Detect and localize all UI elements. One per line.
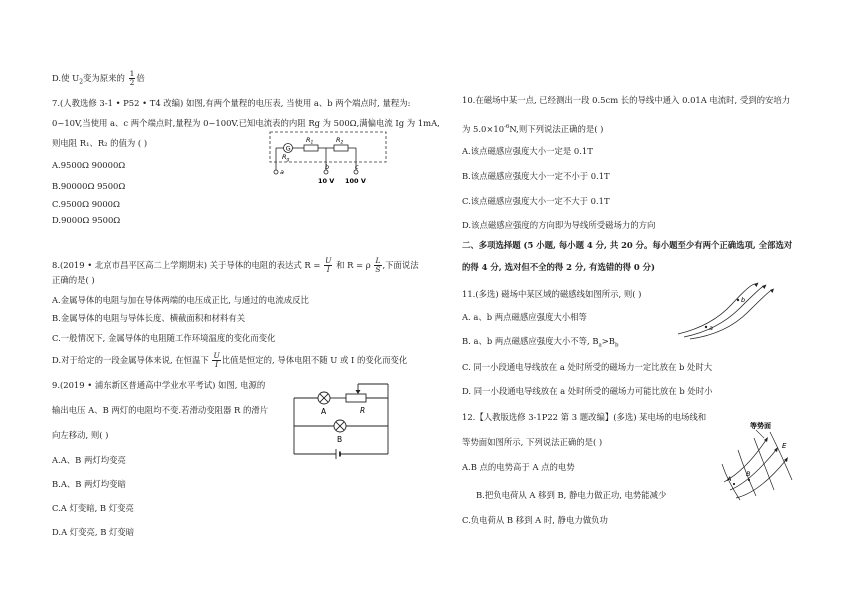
r1-label: $R_1$ — [306, 136, 314, 146]
terminal-c-label: c — [355, 163, 359, 171]
q11-option-d: D. 同一小段通电导线放在 a 处时所受的磁场力可能比放在 b 处时小 — [462, 386, 713, 396]
q8-option-c: C.一般情况下, 金属导体的电阻随工作环境温度的变化而变化 — [52, 333, 276, 343]
fraction-u-over-i-2: $\frac{U}{I}$ — [213, 351, 220, 369]
point-b-label: b — [741, 296, 746, 304]
q9-stem-line1: 9.(2019 • 浦东新区普通高中学业水平考试) 如图, 电源的 — [52, 380, 266, 390]
section2-heading-line1: 二、多项选择题 (5 小题, 每小题 4 分, 共 20 分。每小题至少有两个正确选项, 全部选对 — [462, 240, 793, 250]
field-e-label: E — [782, 442, 787, 450]
point-a — [705, 326, 707, 328]
q8-option-a: A.金属导体的电阻与加在导体两端的电压成正比, 与通过的电流成反比 — [52, 295, 309, 305]
q10-stem-line1: 10.在磁场中某一点, 已经测出一段 0.5cm 长的导线中通入 0.01A 电流时, 受到的安培力 — [462, 95, 791, 105]
equipotential-line-3 — [754, 438, 774, 490]
point-b-label: B — [746, 470, 751, 478]
resistor-r1-icon — [304, 145, 318, 151]
q9-stem-line3: 向左移动, 则( ) — [52, 430, 109, 440]
q10-option-b: B.该点磁感应强度大小一定不小于 0.1T — [462, 171, 610, 181]
slider-arrow-icon — [356, 390, 361, 394]
range-100v-label: 100 V — [345, 177, 366, 185]
q7-option-b: B.90000Ω 9500Ω — [52, 181, 126, 191]
lamp-a-label: A — [321, 407, 327, 416]
q12-stem-line2: 等势面如图所示, 下列说法正确的是( ) — [462, 437, 603, 447]
q8-option-b: B.金属导体的电阻与导体长度、横截面积和材料有关 — [52, 313, 246, 323]
rheostat-icon — [346, 394, 366, 402]
q7-option-d: D.9000Ω 9500Ω — [52, 215, 121, 225]
field-line-1 — [730, 450, 776, 490]
galvanometer-label: G — [285, 144, 291, 153]
q9-option-b: B.A、B 两灯均变暗 — [52, 479, 126, 489]
fraction-one-half: $\frac{1}{2}$ — [129, 69, 135, 87]
q9-stem-line2: 输出电压 A、B 两灯的电阻均不变.若滑动变阻器 R 的滑片 — [52, 405, 269, 415]
q8-stem-line1: 8.(2019 • 北京市昌平区高二上学期期末) 关于导体的电阻的表达式 R = $\frac{U}{I}$ 和 R = ρ $\frac{L}{S}$ ,下面说法 — [52, 256, 419, 274]
range-10v-label: 10 V — [318, 177, 335, 185]
equipotential-label: 等势面 — [750, 422, 771, 430]
q12-stem-line1: 12.【人教版选修 3-1P22 第 3 题改编】(多选) 某电场的电场线和 — [462, 412, 707, 422]
q8-option-d: D.对于给定的一段金属导体来说, 在恒温下 $\frac{U}{I}$ 比值是恒定的, 导体电阻不随 U 或 I 的变化而变化 — [52, 351, 408, 369]
point-b — [748, 479, 750, 481]
terminal-b-label: b — [325, 163, 330, 171]
q12-option-a: A.B 点的电势高于 A 点的电势 — [462, 462, 575, 472]
q7-stem-line2: 0~10V,当使用 a、c 两个端点时,量程为 0~100V.已知电流表的内阻 Rg 为 500Ω,满偏电流 Ig 为 1mA, — [52, 118, 440, 128]
q12-option-b: B.把负电荷从 A 移到 B, 静电力做正功, 电势能减少 — [476, 490, 667, 500]
resistor-r2-icon — [334, 145, 348, 151]
fraction-l-over-s: $\frac{L}{S}$ — [375, 256, 381, 274]
point-a-label: A — [727, 475, 732, 483]
q9-option-c: C.A 灯变暗, B 灯变亮 — [52, 503, 134, 513]
point-a — [733, 483, 735, 485]
terminal-a-label: a — [280, 168, 284, 176]
q7-option-c: C.9500Ω 9000Ω — [52, 199, 120, 209]
q7-stem-line1: 7.(人教选修 3-1 • P52 • T4 改编) 如图,有两个量程的电压表, 当使用 a、b 两个端点时, 量程为: — [52, 98, 411, 108]
q7-stem-line3: 则电阻 R₁、R₂ 的值为 ( ) — [52, 138, 148, 148]
q11-option-a: A. a、b 两点磁感应强度大小相等 — [462, 312, 587, 322]
point-a-label: a — [709, 324, 713, 332]
field-line-1 — [678, 284, 756, 334]
arrow-icon — [762, 285, 767, 290]
rg-label: $R_g$ — [282, 153, 290, 163]
voltmeter-circuit-figure — [268, 130, 388, 188]
q10-option-d: D.该点磁感应强度的方向即为导线所受磁场力的方向 — [462, 220, 656, 230]
rheostat-label: R — [360, 406, 366, 415]
arrow-icon — [764, 437, 768, 442]
q9-option-d: D.A 灯变亮, B 灯变暗 — [52, 527, 135, 537]
fraction-u-over-i: $\frac{U}{I}$ — [325, 256, 332, 274]
q11-option-c: C. 同一小段通电导线放在 a 处时所受的磁场力一定比放在 b 处时大 — [462, 362, 713, 372]
magnetic-field-lines-figure — [674, 282, 774, 340]
lamp-b-label: B — [337, 435, 343, 444]
section2-heading-line2: 的得 4 分, 选对但不全的得 2 分, 有选错的得 0 分) — [462, 262, 655, 272]
q8-stem-line2: 正确的是( ) — [52, 275, 95, 285]
electric-field-figure — [716, 420, 794, 502]
equipotential-line-4 — [770, 432, 792, 480]
q11-option-b: B. a、b 两点磁感应强度大小不等, $B_a>B_b$ — [462, 336, 619, 349]
terminal-a — [274, 170, 278, 174]
q11-stem: 11.(多选) 磁场中某区域的磁感线如图所示, 则( ) — [462, 289, 642, 299]
q10-option-a: A.该点磁感应强度大小一定是 0.1T — [462, 146, 593, 156]
q9-option-a: A.A、B 两灯均变亮 — [52, 455, 126, 465]
q12-option-c: C.负电荷从 B 移到 A 时, 静电力做负功 — [462, 515, 608, 525]
prev-question-option-d: D.使 $U_2$变为原来的 $\frac{1}{2}$ 倍 — [52, 69, 145, 87]
q10-stem-line2: 为 $5.0\times 10^{-6}N$,则下列说法正确的是( ) — [462, 123, 604, 134]
q7-option-a: A.9500Ω 90000Ω — [52, 160, 126, 170]
arrow-icon — [754, 283, 759, 288]
q10-option-c: C.该点磁感应强度大小一定不大于 0.1T — [462, 196, 610, 206]
lamp-circuit-figure — [292, 380, 392, 462]
point-b — [737, 299, 739, 301]
r2-label: $R_2$ — [336, 136, 344, 146]
